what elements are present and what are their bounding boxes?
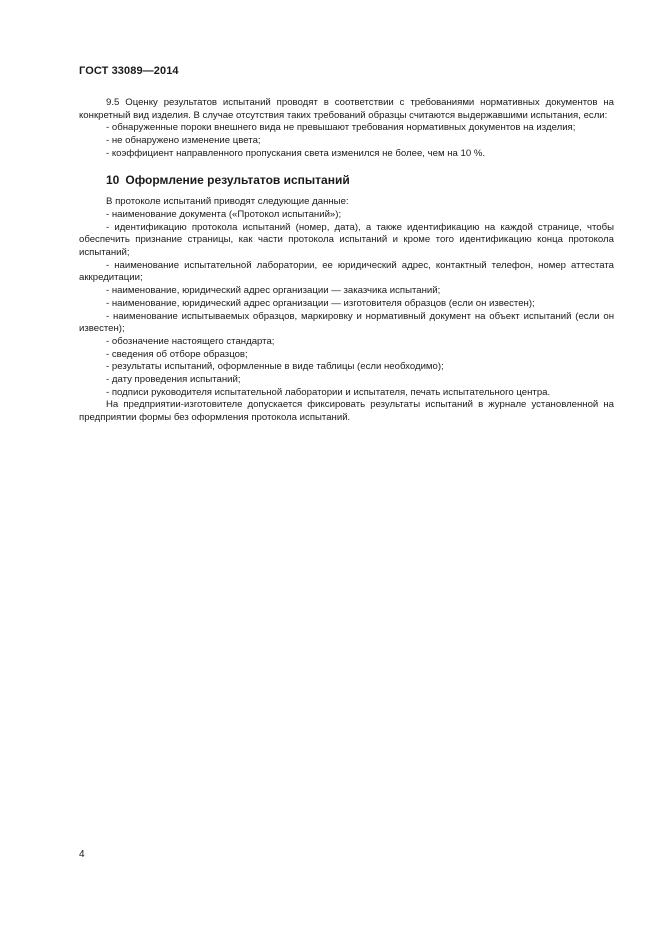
list-item: - подписи руководителя испытательной лаборатории и испытателя, печать испытательного центра. bbox=[106, 386, 551, 398]
list-item: - не обнаружено изменение цвета; bbox=[106, 135, 261, 147]
list-item: - результаты испытаний, оформленные в виде таблицы (если необходимо); bbox=[106, 361, 444, 373]
list-item: - наименование, юридический адрес организации — заказчика испытаний; bbox=[106, 285, 441, 297]
list-item: - коэффициент направленного пропускания света изменился не более, чем на 10 %. bbox=[106, 147, 486, 159]
list-item: - сведения об отборе образцов; bbox=[106, 348, 248, 360]
section-number: 10 bbox=[106, 172, 120, 187]
list-item: - идентификацию протокола испытаний (номер, дата), а также идентификацию на каждой странице, чтобы обеспечить признание страницы, как части протокола испытаний и кроме того идентификацию конца протокола испытаний; bbox=[79, 221, 614, 259]
list-item: - наименование, юридический адрес организации — изготовителя образцов (если он известен); bbox=[106, 297, 535, 309]
section-10-closing: На предприятии-изготовителе допускается фиксировать результаты испытаний в журнале установленной на предприятии формы без оформления протокола испытаний. bbox=[79, 399, 614, 424]
clause-9-5-text: 9.5 Оценку результатов испытаний проводят в соответствии с требованиями нормативных документов на конкретный вид изделия. В случае отсутствия таких требований образцы считаются выдержавшими испытания, если: bbox=[79, 97, 614, 121]
list-item: - обнаруженные пороки внешнего вида не превышают требования нормативных документов на изделия; bbox=[106, 122, 576, 134]
list-item: - наименование испытываемых образцов, маркировку и нормативный документ на объект испытаний (если он известен); bbox=[79, 310, 614, 335]
document-header: ГОСТ 33089—2014 bbox=[79, 65, 179, 77]
clause-9-5 bbox=[79, 97, 614, 161]
list-item: - наименование документа («Протокол испытаний»); bbox=[106, 208, 342, 220]
page-body bbox=[79, 97, 614, 425]
section-10-body bbox=[79, 196, 614, 425]
section-title: Оформление результатов испытаний bbox=[125, 172, 350, 187]
list-item: - дату проведения испытаний; bbox=[106, 374, 241, 386]
list-item: - наименование испытательной лаборатории, ее юридический адрес, контактный телефон, номер аттестата аккредитации; bbox=[79, 259, 614, 284]
page-number: 4 bbox=[79, 849, 85, 860]
section-10-heading bbox=[79, 174, 614, 187]
list-item: - обозначение настоящего стандарта; bbox=[106, 335, 275, 347]
section-10-intro: В протоколе испытаний приводят следующие данные: bbox=[106, 196, 349, 208]
